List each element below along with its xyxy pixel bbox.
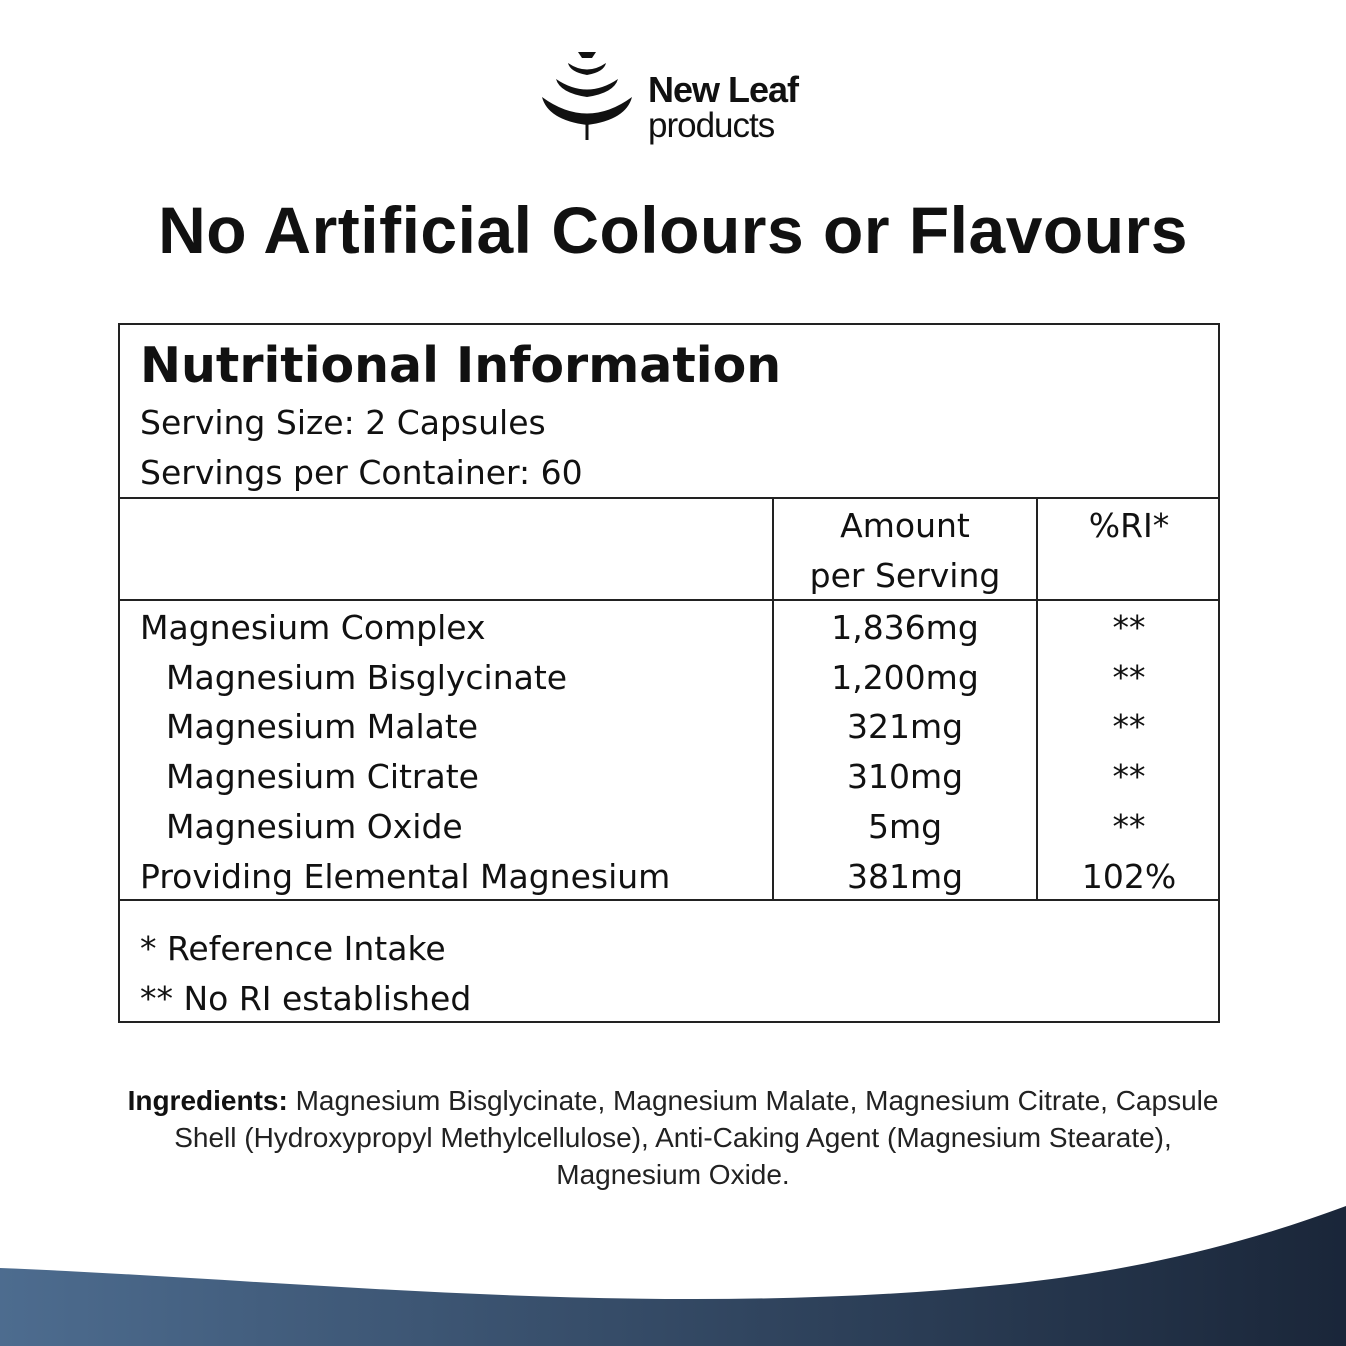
ingredients-list: Magnesium Bisglycinate, Magnesium Malate, Magnesium Citrate, Capsule Shell (Hydroxypropyl Methylcellulose), Anti-Caking Agent (Magnesium Stearate), Magnesium Oxide. — [174, 1085, 1219, 1190]
nutrient-name: Providing Elemental Magnesium — [140, 857, 671, 896]
ingredients-text — [110, 1082, 1236, 1193]
nutrient-amount: 381mg — [846, 857, 964, 896]
divider — [120, 899, 1218, 901]
decorative-wave — [0, 1190, 1346, 1346]
servings-per-container: Servings per Container: 60 — [140, 453, 583, 492]
nutrition-title: Nutritional Information — [140, 337, 782, 394]
header-ri: %RI* — [1088, 506, 1170, 545]
nutrient-name: Magnesium Citrate — [166, 757, 479, 796]
nutrient-ri: ** — [1112, 707, 1146, 746]
nutrient-amount: 5mg — [867, 807, 943, 846]
header-amount-line2: per Serving — [809, 556, 1001, 595]
page-headline: No Artificial Colours or Flavours — [158, 193, 1188, 267]
nutrient-ri: ** — [1112, 608, 1146, 647]
table-row — [120, 653, 1218, 703]
nutrient-amount: 1,200mg — [831, 658, 979, 697]
table-row — [120, 752, 1218, 802]
footnote-reference-intake: * Reference Intake — [140, 929, 446, 968]
nutrient-ri: ** — [1112, 757, 1146, 796]
nutrient-ri: ** — [1112, 658, 1146, 697]
nutrient-name: Magnesium Bisglycinate — [166, 658, 568, 697]
ingredients-label: Ingredients: — [127, 1085, 288, 1116]
table-row — [120, 852, 1218, 902]
nutrient-name: Magnesium Oxide — [166, 807, 463, 846]
nutrition-table — [118, 323, 1220, 1023]
table-row — [120, 702, 1218, 752]
nutrient-ri: 102% — [1081, 857, 1177, 896]
divider — [120, 497, 1218, 499]
header-amount-line1: Amount — [840, 506, 970, 545]
table-row — [120, 603, 1218, 653]
brand-name: New Leaf — [648, 69, 799, 110]
nutrient-amount: 1,836mg — [831, 608, 979, 647]
divider — [120, 599, 1218, 601]
nutrient-amount: 321mg — [846, 707, 964, 746]
table-row — [120, 802, 1218, 852]
nutrient-name: Magnesium Malate — [166, 707, 479, 746]
nutrient-amount: 310mg — [846, 757, 964, 796]
brand-sub: products — [648, 106, 775, 145]
serving-size: Serving Size: 2 Capsules — [140, 403, 546, 442]
footnote-no-ri: ** No RI established — [140, 979, 472, 1018]
brand-logo — [540, 50, 820, 150]
nutrient-name: Magnesium Complex — [140, 608, 486, 647]
nutrient-ri: ** — [1112, 807, 1146, 846]
leaf-tree-icon — [540, 50, 640, 145]
